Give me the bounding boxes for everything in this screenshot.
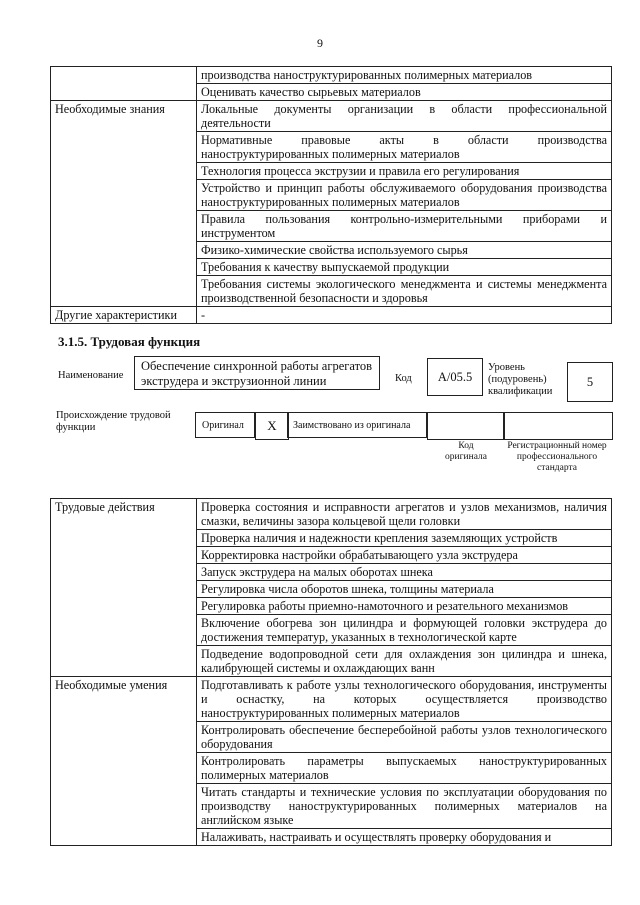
code-label: Код: [395, 373, 412, 384]
table-cell: Включение обогрева зон цилиндра и формующей головки экструдера до достижения температур, указанных в технологической карте: [197, 615, 612, 646]
section-heading: 3.1.5. Трудовая функция: [58, 334, 201, 349]
table-cell: Проверка состояния и исправности агрегатов и узлов механизмов, наличия смазки, величины зазора кольцевой щели головки: [197, 499, 612, 530]
reg-number-cell: [503, 412, 613, 440]
table-row: [51, 307, 612, 324]
level-label: Уровень (подуровень) квалификации: [488, 362, 553, 397]
table-row: [51, 499, 612, 530]
function-name: Обеспечение синхронной работы агрегатов экструдера и экструзионной линии: [134, 356, 380, 390]
reg-number-label: Регистрационный номер профессионального стандарта: [507, 441, 607, 473]
table-cell: Налаживать, настраивать и осуществлять проверку оборудования и: [197, 829, 612, 846]
row-label: Трудовые действия: [51, 499, 197, 677]
table-cell: Проверка наличия и надежности крепления заземляющих устройств: [197, 530, 612, 547]
table-cell: Подведение водопроводной сети для охлаждения зон цилиндра и шнека, калибрующей системы и охлаждающих ванн: [197, 646, 612, 677]
original-label: Оригинал: [195, 412, 255, 438]
table-cell: Правила пользования контрольно-измерительными приборами и инструментом: [197, 211, 612, 242]
function-code: A/05.5: [427, 358, 483, 396]
code-original-label: Код оригинала: [445, 441, 487, 462]
knowledge-table: [50, 66, 612, 324]
table-cell: Регулировка числа оборотов шнека, толщины материала: [197, 581, 612, 598]
table-row: [51, 101, 612, 132]
table-cell: производства наноструктурированных полимерных материалов: [197, 67, 612, 84]
table-cell: -: [197, 307, 612, 324]
table-cell: Технология процесса экструзии и правила его регулирования: [197, 163, 612, 180]
table-cell: Нормативные правовые акты в области производства наноструктурированных полимерных материалов: [197, 132, 612, 163]
row-label: Необходимые умения: [51, 677, 197, 846]
table-cell: Запуск экструдера на малых оборотах шнека: [197, 564, 612, 581]
table-cell: Физико-химические свойства используемого сырья: [197, 242, 612, 259]
borrowed-label: Заимствовано из оригинала: [287, 412, 427, 438]
page-number: 9: [317, 36, 323, 50]
table-cell: Читать стандарты и технические условия по эксплуатации оборудования по производству наноструктурированных полимерных материалов на английском языке: [197, 784, 612, 829]
table-cell: Устройство и принцип работы обслуживаемого оборудования производства наноструктурированных полимерных материалов: [197, 180, 612, 211]
table-cell: Подготавливать к работе узлы технологического оборудования, инструменты и оснастку, на которых осуществляется производство наноструктурированных полимерных материалов: [197, 677, 612, 722]
row-label: [51, 67, 197, 101]
table-cell: Контролировать параметры выпускаемых наноструктурированных полимерных материалов: [197, 753, 612, 784]
table-cell: Корректировка настройки обрабатывающего узла экструдера: [197, 547, 612, 564]
table-cell: Контролировать обеспечение бесперебойной работы узлов технологического оборудования: [197, 722, 612, 753]
origin-label: Происхождение трудовой функции: [56, 410, 171, 433]
original-mark: X: [255, 412, 289, 440]
labor-actions-table: [50, 498, 612, 846]
row-label: Необходимые знания: [51, 101, 197, 307]
row-label: Другие характеристики: [51, 307, 197, 324]
table-row: [51, 677, 612, 722]
table-cell: Требования к качеству выпускаемой продукции: [197, 259, 612, 276]
table-row: [51, 67, 612, 84]
code-original-cell: [427, 412, 505, 440]
table-cell: Локальные документы организации в области профессиональной деятельности: [197, 101, 612, 132]
table-cell: Регулировка работы приемно-намоточного и резательного механизмов: [197, 598, 612, 615]
qualification-level: 5: [567, 362, 613, 402]
table-cell: Требования системы экологического менеджмента и системы менеджмента производственной безопасности и здоровья: [197, 276, 612, 307]
table-cell: Оценивать качество сырьевых материалов: [197, 84, 612, 101]
name-label: Наименование: [58, 370, 124, 381]
